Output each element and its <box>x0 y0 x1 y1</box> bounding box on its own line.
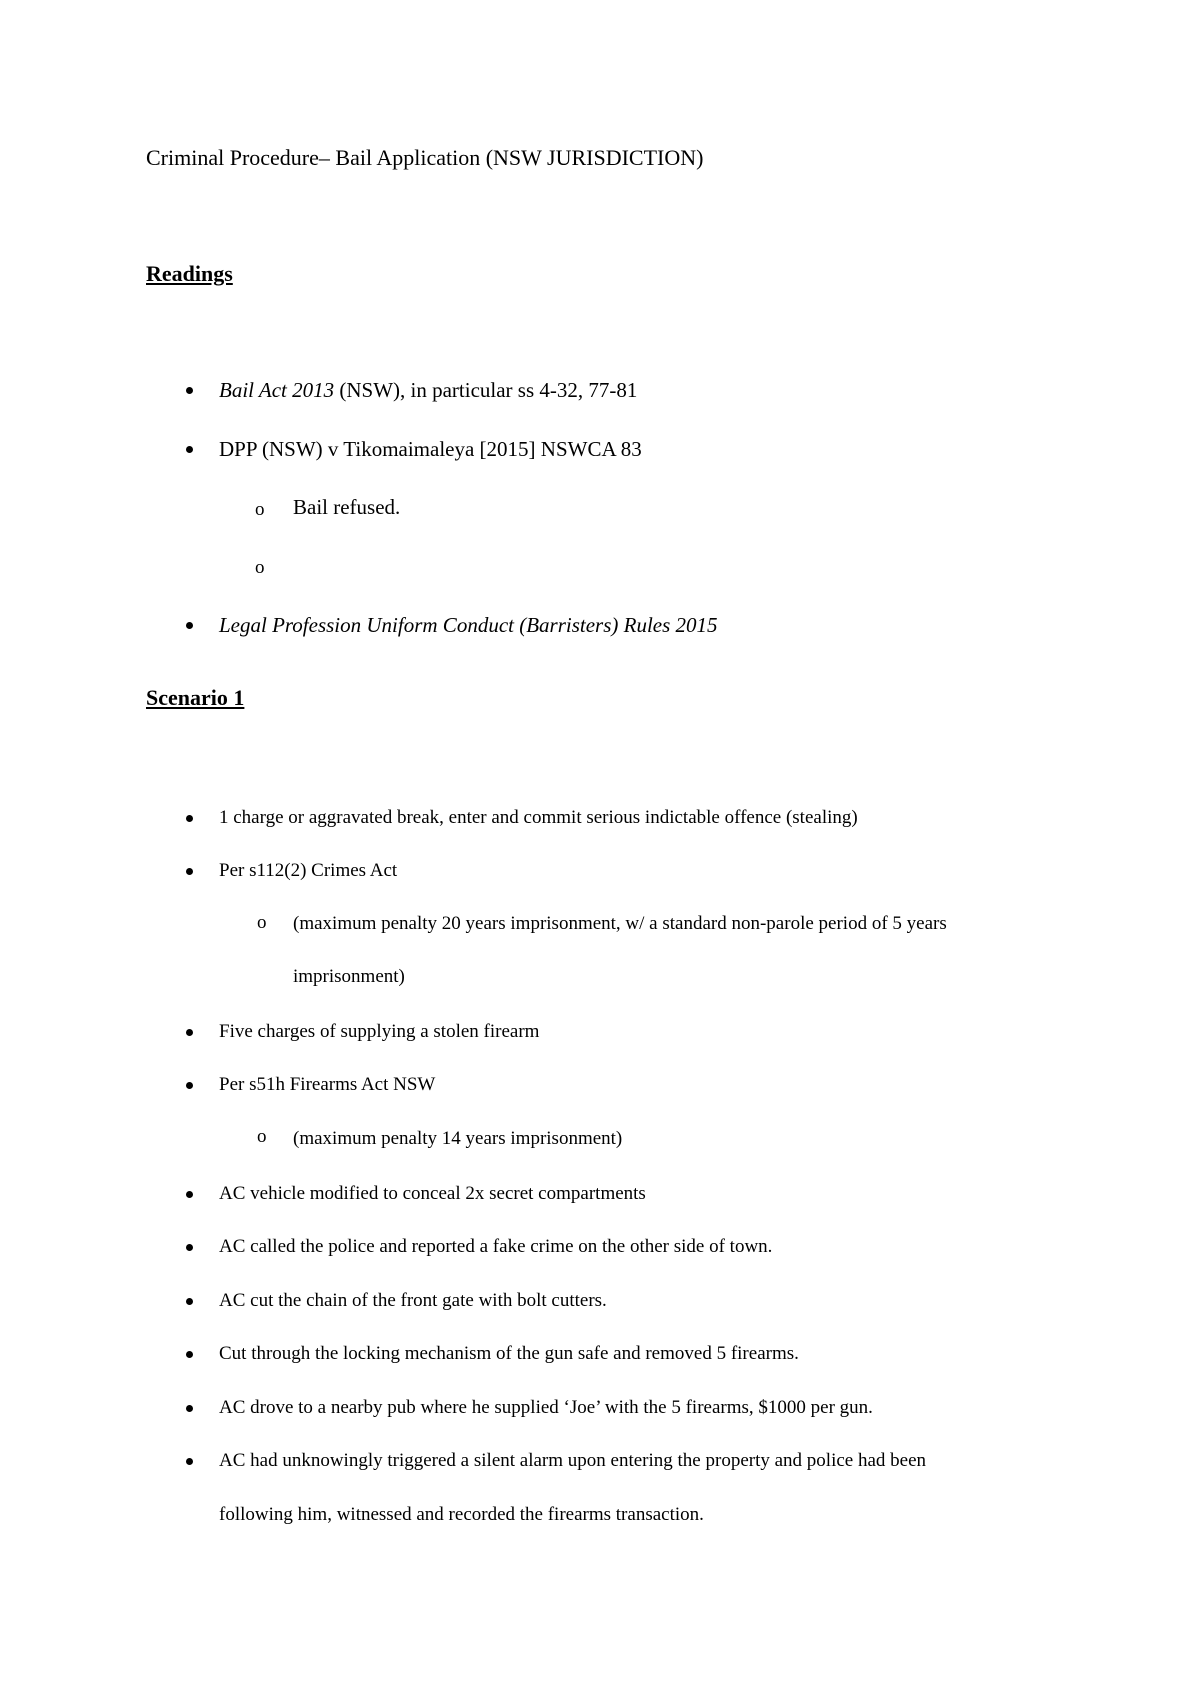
scenario-item-1: 1 charge or aggravated break, enter and commit serious indictable offence (stealing) <box>219 807 858 828</box>
reading-item-1-rest: (NSW), in particular ss 4-32, 77-81 <box>334 378 638 402</box>
scenario-sub-item-1-cont: imprisonment) <box>293 966 405 987</box>
bullet-icon <box>186 1244 193 1251</box>
scenario-item-10-cont: following him, witnessed and recorded the firearms transaction. <box>219 1504 704 1525</box>
scenario-sub-item-1: (maximum penalty 20 years imprisonment, w/ a standard non-parole period of 5 years <box>293 913 947 934</box>
reading-item-3: Legal Profession Uniform Conduct (Barristers) Rules 2015 <box>219 613 718 637</box>
reading-sub-item-1: Bail refused. <box>293 495 401 519</box>
sub-bullet-marker: o <box>255 557 265 578</box>
bullet-icon <box>186 1298 193 1305</box>
scenario-item-5: AC vehicle modified to conceal 2x secret compartments <box>219 1183 646 1204</box>
bullet-icon <box>186 387 193 394</box>
reading-item-1-italic: Bail Act 2013 <box>219 378 335 402</box>
bullet-icon <box>186 1191 193 1198</box>
scenario-item-3: Five charges of supplying a stolen firearm <box>219 1021 540 1042</box>
scenario-item-7: AC cut the chain of the front gate with bolt cutters. <box>219 1290 607 1311</box>
scenario-item-10: AC had unknowingly triggered a silent alarm upon entering the property and police had been <box>219 1450 927 1471</box>
bullet-icon <box>186 1405 193 1412</box>
bullet-icon <box>186 1458 193 1465</box>
readings-heading: Readings <box>146 261 233 286</box>
scenario-heading: Scenario 1 <box>146 685 245 710</box>
reading-item-2: DPP (NSW) v Tikomaimaleya [2015] NSWCA 83 <box>219 437 642 461</box>
bullet-icon <box>186 1351 193 1358</box>
sub-bullet-marker: o <box>255 499 265 520</box>
scenario-item-8: Cut through the locking mechanism of the gun safe and removed 5 firearms. <box>219 1343 799 1364</box>
bullet-icon <box>186 446 193 453</box>
bullet-icon <box>186 815 193 822</box>
bullet-icon <box>186 1029 193 1036</box>
scenario-item-2: Per s112(2) Crimes Act <box>219 860 398 881</box>
bullet-icon <box>186 868 193 875</box>
sub-bullet-marker: o <box>257 912 267 933</box>
scenario-sub-item-2: (maximum penalty 14 years imprisonment) <box>293 1128 623 1149</box>
document-title: Criminal Procedure– Bail Application (NSW JURISDICTION) <box>146 145 704 170</box>
bullet-icon <box>186 622 193 629</box>
scenario-item-9: AC drove to a nearby pub where he supplied ‘Joe’ with the 5 firearms, $1000 per gun. <box>219 1397 873 1418</box>
scenario-item-6: AC called the police and reported a fake crime on the other side of town. <box>219 1236 773 1257</box>
bullet-icon <box>186 1082 193 1089</box>
reading-item-1 <box>219 380 637 401</box>
sub-bullet-marker: o <box>257 1126 267 1147</box>
scenario-item-4: Per s51h Firearms Act NSW <box>219 1074 436 1095</box>
